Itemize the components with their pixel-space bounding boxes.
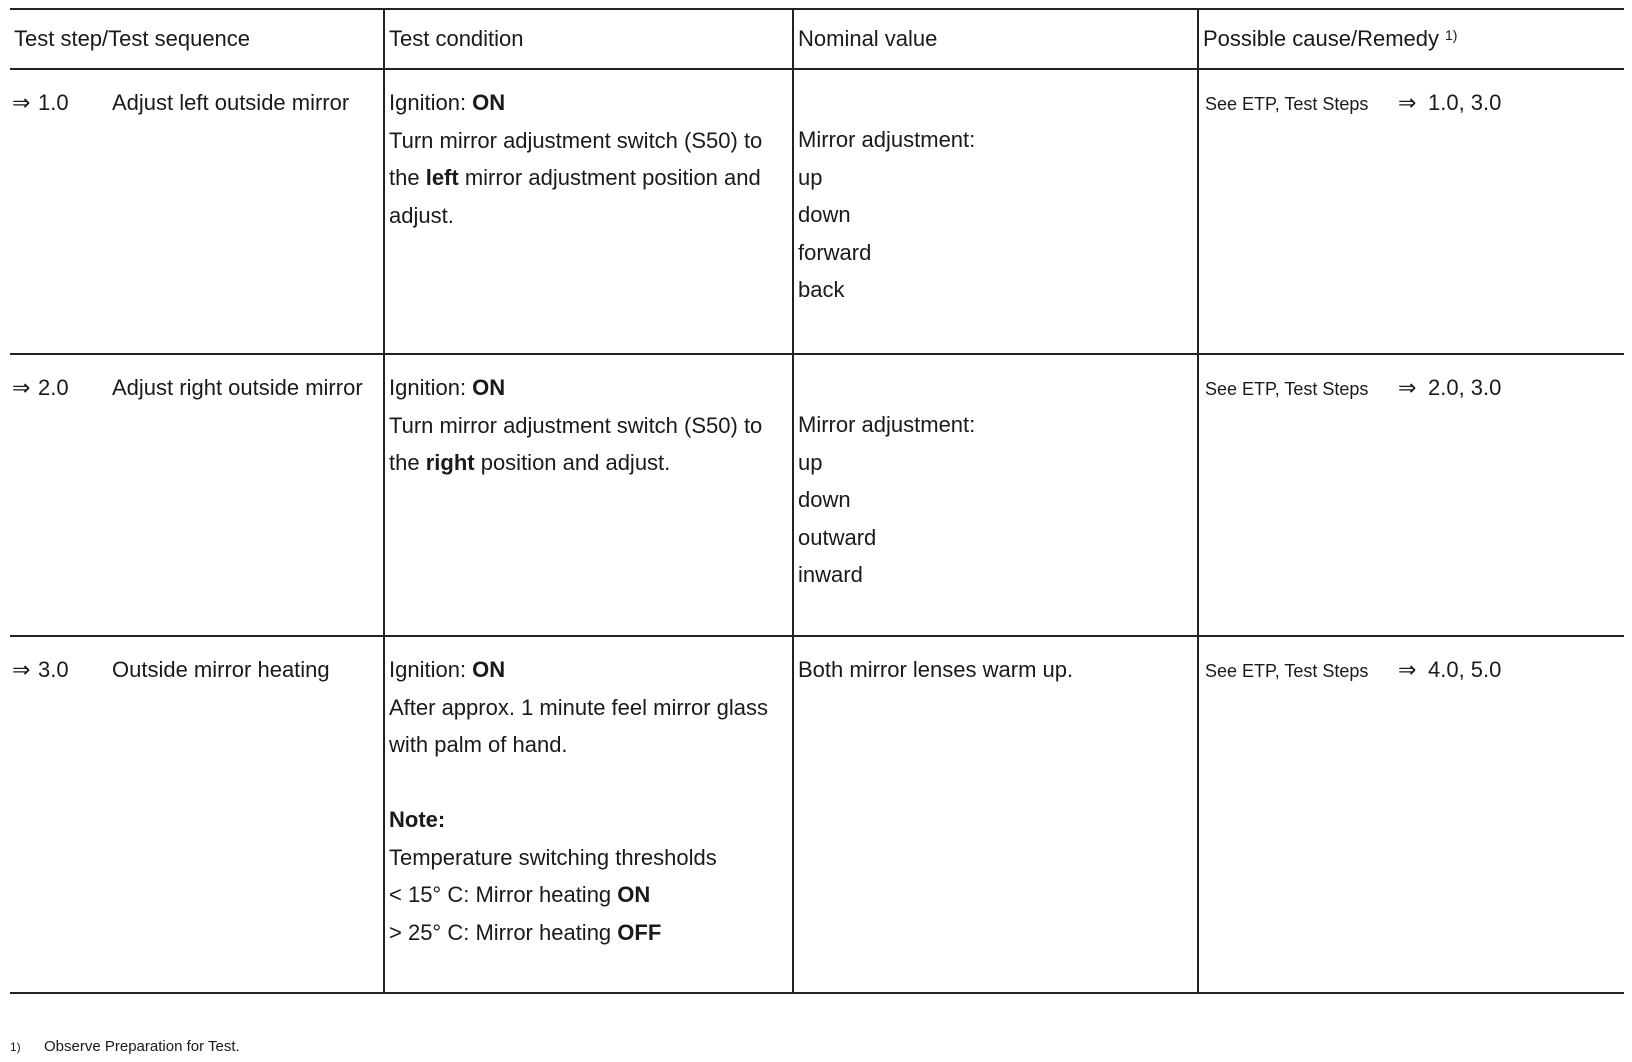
nominal-cell	[793, 69, 1198, 354]
ignition-value: ON	[472, 90, 506, 115]
header-footnote-mark: 1)	[1445, 27, 1458, 43]
footnote-text: Observe Preparation for Test.	[44, 1038, 240, 1055]
test-procedure-page	[10, 8, 1624, 994]
condition-line: adjust.	[389, 202, 454, 228]
nominal-item: down	[798, 487, 851, 512]
table-row	[10, 636, 1624, 993]
condition-cell	[384, 69, 793, 354]
remedy-text: See ETP, Test Steps	[1205, 379, 1369, 399]
remedy-cell	[1198, 354, 1624, 636]
condition-line: Turn mirror adjustment switch (S50) to	[389, 127, 763, 153]
threshold-line	[389, 876, 792, 914]
step-cell	[10, 636, 384, 993]
table-header-row	[10, 9, 1624, 69]
remedy-steps: 4.0, 5.0	[1428, 657, 1502, 682]
nominal-item: back	[798, 277, 845, 302]
condition-line: Turn mirror adjustment switch (S50) to	[389, 412, 763, 438]
condition-cell	[384, 636, 793, 993]
arrow-icon: ⇒	[1398, 90, 1417, 115]
nominal-item: forward	[798, 239, 872, 265]
condition-text: position and adjust.	[474, 450, 671, 475]
threshold-text: > 25° C: Mirror heating	[389, 919, 618, 945]
arrow-icon: ⇒	[12, 657, 31, 682]
arrow-icon: ⇒	[12, 90, 31, 115]
step-title: Outside mirror heating	[112, 657, 330, 682]
nominal-text: Both mirror lenses warm up.	[798, 657, 1074, 682]
remedy-cell	[1198, 636, 1624, 993]
header-test-step: Test step/Test sequence	[14, 26, 251, 51]
table-row	[10, 354, 1624, 636]
nominal-item: up	[798, 164, 823, 190]
nominal-item: down	[798, 202, 851, 227]
header-possible-cause-label: Possible cause/Remedy	[1203, 26, 1440, 51]
threshold-line	[389, 914, 792, 952]
nominal-cell	[793, 636, 1198, 993]
condition-cell	[384, 354, 793, 636]
threshold-state: OFF	[617, 919, 662, 945]
condition-line	[389, 444, 792, 482]
nominal-cell	[793, 354, 1198, 636]
step-cell	[10, 69, 384, 354]
remedy-text: See ETP, Test Steps	[1205, 94, 1369, 114]
step-number: 2.0	[38, 375, 69, 400]
condition-line	[389, 159, 792, 197]
nominal-item: inward	[798, 562, 863, 587]
spacer	[389, 764, 792, 802]
ignition-line	[389, 369, 792, 407]
header-nominal-value: Nominal value	[793, 9, 1198, 69]
remedy-cell	[1198, 69, 1624, 354]
remedy-steps: 2.0, 3.0	[1428, 375, 1502, 400]
arrow-icon: ⇒	[12, 375, 31, 400]
nominal-item: up	[798, 449, 823, 475]
footnote	[10, 1038, 240, 1055]
step-number: 1.0	[38, 90, 69, 115]
ignition-label: Ignition:	[389, 90, 473, 115]
table-row	[10, 69, 1624, 354]
condition-text: the	[389, 450, 426, 475]
arrow-icon: ⇒	[1398, 657, 1417, 682]
remedy-steps: 1.0, 3.0	[1428, 90, 1502, 115]
ignition-label: Ignition:	[389, 657, 473, 682]
remedy-text: See ETP, Test Steps	[1205, 661, 1369, 681]
step-number: 3.0	[38, 657, 69, 682]
condition-text: mirror adjustment position and	[458, 165, 761, 190]
condition-line: After approx. 1 minute feel mirror glass	[389, 694, 769, 720]
step-cell	[10, 354, 384, 636]
ignition-label: Ignition:	[389, 375, 473, 400]
condition-line: with palm of hand.	[389, 732, 568, 757]
nominal-item: outward	[798, 524, 877, 550]
threshold-text: < 15° C: Mirror heating	[389, 882, 618, 907]
condition-emphasis: left	[425, 165, 459, 190]
footnote-mark: 1)	[10, 1040, 21, 1054]
ignition-line	[389, 651, 792, 689]
nominal-heading: Mirror adjustment:	[798, 412, 976, 437]
ignition-line	[389, 84, 792, 122]
arrow-icon: ⇒	[1398, 375, 1417, 400]
ignition-value: ON	[472, 657, 506, 682]
ignition-value: ON	[472, 375, 506, 400]
condition-text: the	[389, 165, 426, 190]
threshold-state: ON	[617, 882, 651, 907]
header-possible-cause	[1198, 9, 1624, 69]
step-title: Adjust left outside mirror	[112, 90, 350, 115]
note-line: Temperature switching thresholds	[389, 844, 717, 870]
condition-emphasis: right	[425, 450, 475, 475]
note-label: Note:	[389, 807, 446, 832]
nominal-heading: Mirror adjustment:	[798, 127, 976, 152]
step-title: Adjust right outside mirror	[112, 375, 363, 400]
header-test-condition: Test condition	[384, 9, 793, 69]
test-steps-table	[10, 8, 1624, 994]
